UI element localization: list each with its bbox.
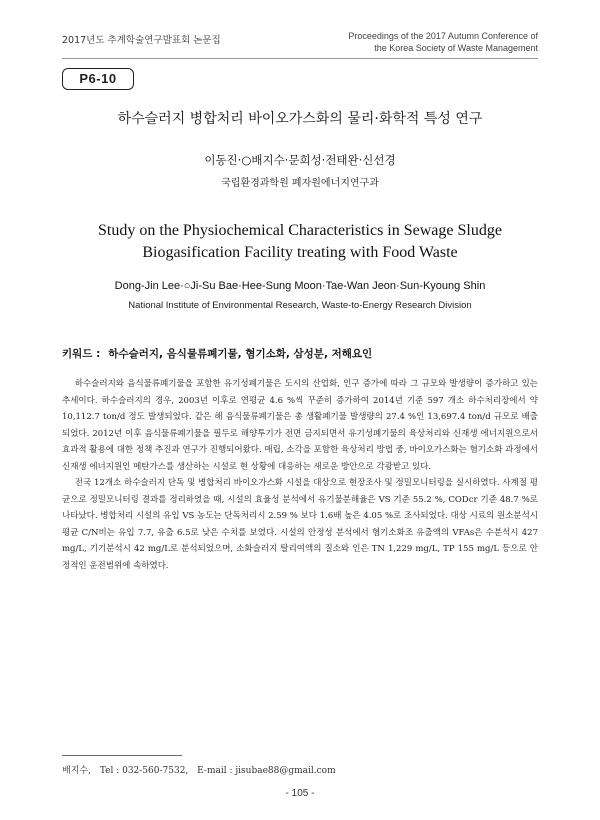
abstract-body xyxy=(62,376,538,574)
english-authors: Dong-Jin Lee·○Ji-Su Bae·Hee-Sung Moon·Tae-Wan Jeon·Sun-Kyoung Shin xyxy=(114,280,486,292)
korean-affiliation: 국립환경과학원 폐자원에너지연구과 xyxy=(221,178,379,189)
english-title xyxy=(0,220,600,264)
english-title-line-2: Biogasification Facility treating with Food Waste xyxy=(142,244,458,261)
running-header-left: 2017년도 추계학술연구발표회 논문집 xyxy=(62,35,221,46)
footnote-tel: Tel : 032-560-7532, xyxy=(99,766,189,776)
keywords-text: 하수슬러지, 음식물류폐기물, 혐기소화, 삼성분, 저해요인 xyxy=(108,348,373,360)
keywords-label: 키워드 : xyxy=(62,348,101,360)
english-affiliation: National Institute of Environmental Research, Waste-to-Energy Research Division xyxy=(128,300,472,311)
footnote-email: E-mail : jisubae88@gmail.com xyxy=(197,766,336,776)
running-header-right xyxy=(348,30,538,54)
header-right-line-1: Proceedings of the 2017 Autumn Conference of xyxy=(348,31,538,41)
footnote xyxy=(62,763,342,776)
body-paragraph-1: 하수슬러지와 음식물류폐기물을 포함한 유기성폐기물은 도시의 산업화, 인구 증가에 따라 그 규모와 발생량이 증가하고 있는 추세이다. 하수슬러지의 경우, 2003년 이후로 연평균 4.6 %씩 꾸준히 증가하여 2014년 기준 597 개소 하수처리장에서 약 10,112.7 ton/d 정도 발생되었다. 같은 해 음식물류폐기물은 총 생활폐기물 발생량의 27.4 %인 13,697.4 ton/d 규모로 배출되었다. 2012년 이후 음식물류폐기물을 필두로 해양투기가 전면 금지되면서 유기성폐기물의 육상처리와 신재생 에너지원으로서 효과적 활용에 대한 정책 추진과 연구가 진행되어왔다. 매립, 소각을 포함한 육상처리 방법 중, 바이오가스화는 혐기소화 과정에서 신재생 에너지원인 메탄가스를 생산하는 시설로 현 상황에 대응하는 새로운 방안으로 각광받고 있다. xyxy=(62,379,538,472)
page-number: - 105 - xyxy=(285,788,315,799)
english-title-line-1: Study on the Physiochemical Characteristics in Sewage Sludge xyxy=(98,222,502,239)
footnote-name: 배지수, xyxy=(62,766,91,776)
footnote-rule xyxy=(62,755,182,756)
keywords xyxy=(62,346,538,361)
header-rule xyxy=(62,58,538,59)
korean-title: 하수슬러지 병합처리 바이오가스화의 물리·화학적 특성 연구 xyxy=(117,111,483,127)
body-paragraph-2: 전국 12개소 하수슬러지 단독 및 병합처리 바이오가스화 시설을 대상으로 현장조사 및 정밀모니터링을 실시하였다. 사계절 평균으로 정밀모니터링 결과를 정리하였을 때, 시설의 효율성 분석에서 유기물분해율은 VS 기준 55.2 %, CODcr 기준 48.7 %로 나타났다. 병합처리 시설의 유입 VS 농도는 단독처리시 2.59 % 보다 1.6배 높은 4.05 %로 조사되었다. 대상 시료의 원소분석시 평균 C/N비는 유입 7.7, 유출 6.5로 낮은 수치를 보였다. 시설의 안정성 분석에서 혐기소화조 유출액의 VFAs은 수분석시 427 mg/L, 기기분석시 42 mg/L로 분석되었으며, 소화슬러지 탈리여액의 질소와 인은 TN 1,229 mg/L, TP 155 mg/L 등으로 안정적인 운전범위에 속하였다. xyxy=(62,478,538,571)
header-right-line-2: the Korea Society of Waste Management xyxy=(374,43,538,53)
paper-code-badge: P6-10 xyxy=(62,68,134,90)
korean-authors: 이동진·○배지수·문희성·전태완·신선경 xyxy=(204,153,396,167)
